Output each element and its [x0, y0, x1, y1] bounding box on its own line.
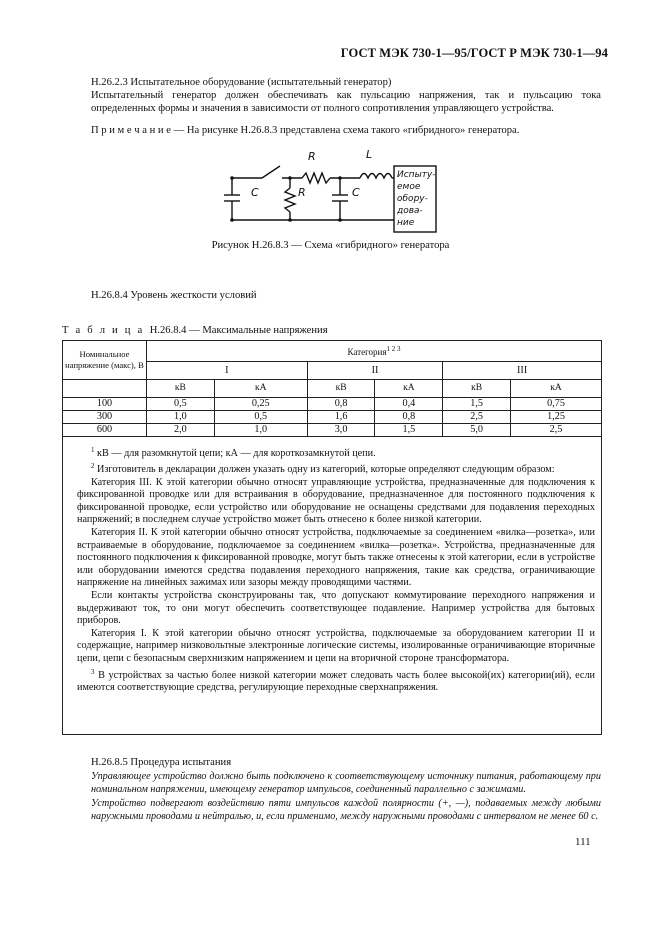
note-1-text: кВ — для разомкнутой цепи; кА — для короткозамкнутой цепи.: [94, 447, 376, 459]
unit-kv-1: кВ: [147, 379, 215, 397]
unit-kv-2: кВ: [307, 379, 375, 397]
cell: 2,5: [511, 423, 601, 436]
category-header: [147, 341, 602, 361]
category-III: III: [443, 361, 601, 379]
cell: 0,25: [214, 397, 307, 410]
hybrid-generator-schematic: [222, 144, 442, 240]
note-text: — На рисунке Н.26.8.3 представлена схема такого «гибридного» генератора.: [170, 125, 520, 136]
category-3-text: Категория III. К этой категории обычно относят управляющие устройства, предназначенные для подключения к фиксированной проводке или для встраивания в оборудование, предназначенное для постоянного подключения к фиксированной проводке, если устройство или оборудование не оснащены средствами для подавления переходных напряжений; в последнем случае устройство может быть отнесено к более низкой категории.: [77, 476, 595, 526]
cell: 0,5: [147, 397, 215, 410]
label-C-right: C: [352, 186, 360, 199]
unit-ka-3: кА: [511, 379, 601, 397]
section-2-3-heading: Н.26.2.3 Испытательное оборудование (испытательный генератор): [91, 77, 392, 88]
cell: 2,0: [147, 423, 215, 436]
note-label: П р и м е ч а н и е: [91, 125, 171, 136]
category-header-text: Категория: [347, 346, 387, 357]
section-8-4-heading: Н.26.8.4 Уровень жесткости условий: [91, 290, 257, 301]
cell: 1,0: [147, 410, 215, 423]
col-header-voltage: Номинальное напряжение (макс), В: [63, 341, 147, 379]
unit-kv-3: кВ: [443, 379, 511, 397]
table-frame: [62, 340, 602, 735]
equipment-line-5: ние: [397, 218, 415, 228]
table-row: [63, 410, 601, 423]
cell: 1,0: [214, 423, 307, 436]
cell: 1,6: [307, 410, 375, 423]
cell: 0,75: [511, 397, 601, 410]
cell: 0,4: [375, 397, 443, 410]
note-3-text: В устройствах за частью более низкой категории может следовать часть более высокой(их) категории(ий), если имеются соответствующие средства, регулирующие переходные сверхнапряжения.: [77, 669, 595, 694]
cell: 1,5: [375, 423, 443, 436]
note-3: [77, 666, 595, 695]
equipment-line-2: емое: [397, 182, 421, 192]
equipment-line-4: дова-: [397, 206, 423, 216]
category-II: II: [307, 361, 443, 379]
unit-ka-1: кА: [214, 379, 307, 397]
note-1-sup: 1: [91, 445, 95, 454]
cell: 1,5: [443, 397, 511, 410]
category-1-text: Категория I. К этой категории обычно относят устройства, подключаемые за оборудованием категории II и содержащие, например низковольтные электронные логические системы, изолированные ограничивающие вторичные цепи, цепи с безопасным сверхнизким напряжением и цепи на вторичной стороне трансформатора.: [77, 627, 595, 664]
section-8-5-heading: Н.26.8.5 Процедура испытания: [91, 757, 232, 768]
category-header-sup: 1 2 3: [386, 344, 401, 353]
figure-caption: Рисунок Н.26.8.3 — Схема «гибридного» генератора: [211, 240, 450, 251]
section-8-5-p1: Управляющее устройство должно быть подключено к соответствующему источнику питания, работающему при номинальном напряжении, имеющему генератор импульсов, соединенный параллельно с зажимами.: [91, 771, 601, 796]
section-2-3-body: Испытательный генератор должен обеспечивать как пульсацию напряжения, так и пульсацию тока определенных формы и значения в зависимости от полного сопротивления управляющего устройства.: [91, 90, 601, 115]
table-title-text: Н.26.8.4 — Максимальные напряжения: [149, 325, 328, 336]
cell: 5,0: [443, 423, 511, 436]
row-voltage: 300: [63, 410, 147, 423]
figure-note: [91, 124, 601, 137]
label-C-left: C: [251, 186, 259, 199]
running-header: ГОСТ МЭК 730-1—95/ГОСТ Р МЭК 730-1—94: [340, 46, 608, 60]
note-2-sup: 2: [91, 462, 95, 471]
category-I: I: [147, 361, 308, 379]
note-2: [77, 460, 595, 477]
note-2-text: Изготовитель в декларации должен указать одну из категорий, которые определяют следующим образом:: [94, 464, 555, 476]
category-2-contacts-text: Если контакты устройства сконструированы так, что допускают коммутирование переходного напряжения и выдерживают ток, то они могут обеспечить соответствующее подавление. Например устройства для бытовых приборов.: [77, 590, 595, 627]
equipment-line-3: обору-: [397, 194, 428, 204]
label-R-series: R: [308, 150, 316, 163]
unit-spacer: [63, 379, 147, 397]
cell: 3,0: [307, 423, 375, 436]
cell: 0,8: [375, 410, 443, 423]
cell: 0,8: [307, 397, 375, 410]
equipment-line-1: Испыту-: [397, 170, 436, 180]
label-R-shunt: R: [298, 186, 306, 199]
unit-ka-2: кА: [375, 379, 443, 397]
table-title: [62, 324, 602, 337]
table-row: [63, 423, 601, 436]
note-3-sup: 3: [91, 667, 95, 676]
category-2-text: Категория II. К этой категории обычно относят устройства, подключаемые за соединением «вилка—розетка», или встраиваемые в оборудование, подключаемое за соединением «вилка—розетка». Устройства, предназначенные для постоянного подключения к фиксированной проводке, могут быть также отнесены к этой категории, если в устройстве или оборудовании имеются средства подавления переходного напряжения, такие как средства, ограничивающие напряжение на линейных зажимах или зазоры между проводящими частями.: [77, 527, 595, 589]
table-notes: [63, 437, 601, 695]
row-voltage: 600: [63, 423, 147, 436]
table-row: [63, 397, 601, 410]
cell: 0,5: [214, 410, 307, 423]
note-1: [77, 444, 595, 461]
section-8-5-p2: Устройство подвергают воздействию пяти импульсов каждой полярности (+, —), подаваемых между любыми наружными проводами и нейтралью, и, если применимо, между наружными проводами с интервалом не менее 60 с.: [91, 798, 601, 823]
cell: 1,25: [511, 410, 601, 423]
label-L: L: [366, 148, 373, 161]
cell: 2,5: [443, 410, 511, 423]
max-voltage-table: [63, 341, 601, 437]
table-title-label: Т а б л и ц а: [62, 325, 145, 336]
row-voltage: 100: [63, 397, 147, 410]
page-number: 111: [575, 836, 591, 848]
